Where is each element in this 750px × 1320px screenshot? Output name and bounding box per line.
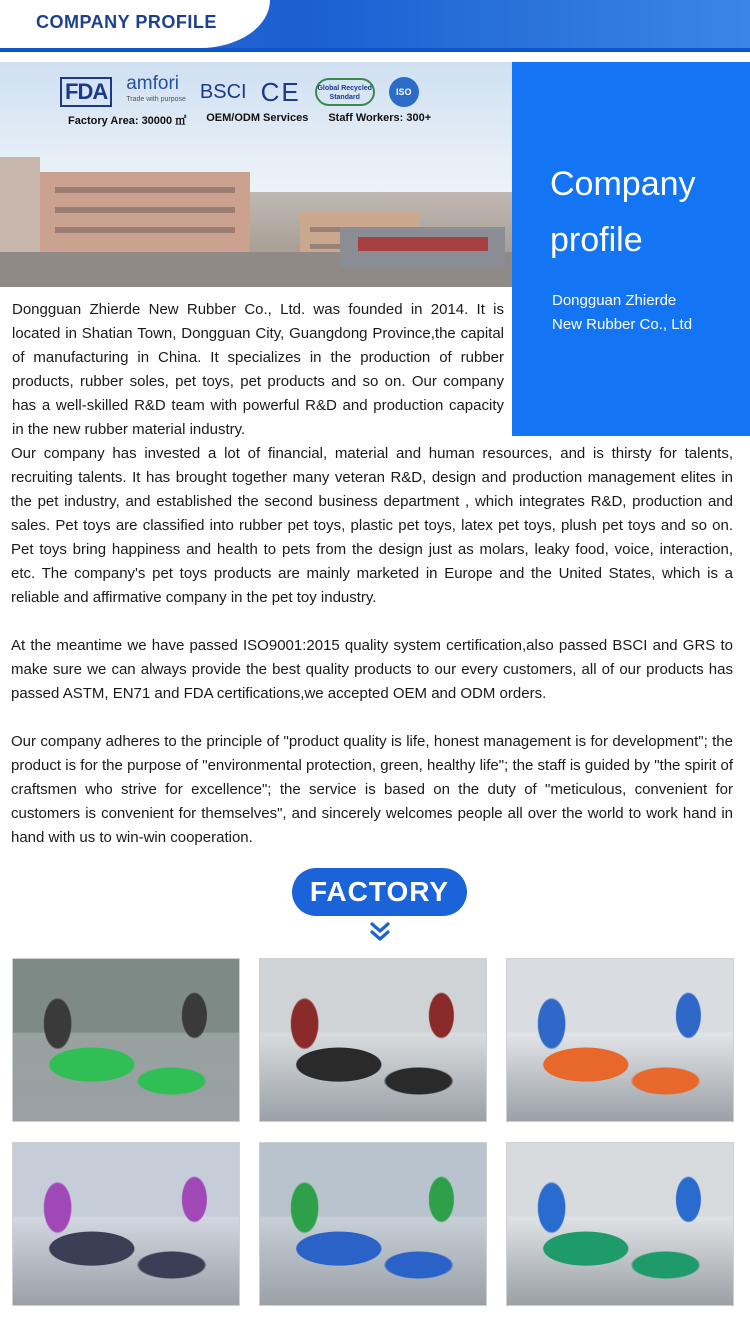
- factory-building-photo: [0, 62, 512, 287]
- bsci-logo: BSCI: [199, 80, 247, 103]
- certification-logos: [60, 73, 419, 108]
- section-header: [0, 0, 750, 52]
- investment-paragraph: Our company has invested a lot of financial, material and human resources, and is thirsty for talents, recruiting talents. It has brought together many veteran R&D, design and production management elites in the pet industry, and established the second business department , which integrates R&D, production and sales. Pet toys are classified into rubber pet toys, plastic pet toys, latex pet toys, plush pet toys and so on. Pet toys bring happiness and health to pets from the design just as molars, leaky food, voice, interaction, etc. The company's pet toys products are mainly marketed in Europe and the United States, which is a reliable and affirmative company in the pet toy industry.: [11, 445, 733, 606]
- fda-logo: FDA: [60, 77, 112, 107]
- certification-paragraph: At the meantime we have passed ISO9001:2015 quality system certification,also passed BSCI and GRS to make sure we can always provide the best quality products to our every customers, all of our products has passed ASTM, EN71 and FDA certifications,we accepted OEM and ODM orders.: [11, 637, 733, 702]
- double-chevron-down-icon: [368, 920, 392, 944]
- factory-photo-black-balls: [259, 958, 487, 1122]
- intro-paragraph: Dongguan Zhierde New Rubber Co., Ltd. was founded in 2014. It is located in Shatian Town, Dongguan City, Guangdong Province,the capital of manufacturing in China. It specializes in the production of rubber products, rubber soles, pet toys, pet products and so on. Our company has a well-skilled R&D team with powerful R&D and production capacity in the new rubber material industry.: [12, 301, 504, 439]
- company-sign: [358, 237, 488, 251]
- staff-workers-text: Staff Workers: 300+: [328, 112, 432, 124]
- factory-photo-green-toys: [12, 958, 240, 1122]
- iso-logo: ISO: [389, 77, 419, 107]
- section-title: COMPANY PROFILE: [36, 12, 217, 32]
- amfori-logo: amfori Trade with purpose: [126, 73, 186, 103]
- factory-facts: [68, 112, 431, 128]
- grs-logo: Global Recycled Standard: [315, 78, 375, 106]
- factory-heading-badge: FACTORY: [292, 868, 467, 916]
- panel-title: Company profile: [550, 165, 696, 259]
- factory-photo-inspection-area: [12, 1142, 240, 1306]
- company-profile-panel: [512, 62, 750, 436]
- oem-odm-text: OEM/ODM Services: [206, 112, 309, 124]
- principle-paragraph: Our company adheres to the principle of "product quality is life, honest management is for development"; the product is for the purpose of "environmental protection, green, healthy life"; the staff is guided by "the spirit of craftsmen who strive for excellence"; the service is based on the duty of "meticulous, convenient for customers is convenient for themselves", and sincerely welcomes people all over the world to work hand in hand with us to win-win cooperation.: [11, 733, 733, 846]
- header-underline: [0, 48, 750, 52]
- panel-company-name: Dongguan Zhierde New Rubber Co., Ltd: [552, 292, 693, 333]
- ce-logo: CE: [260, 76, 301, 107]
- factory-area-text: Factory Area: 30000 ㎡: [68, 115, 187, 127]
- factory-photo-workshop-floor: [259, 1142, 487, 1306]
- factory-photo-orange-toys: [506, 958, 734, 1122]
- factory-photo-assembly-line: [506, 1142, 734, 1306]
